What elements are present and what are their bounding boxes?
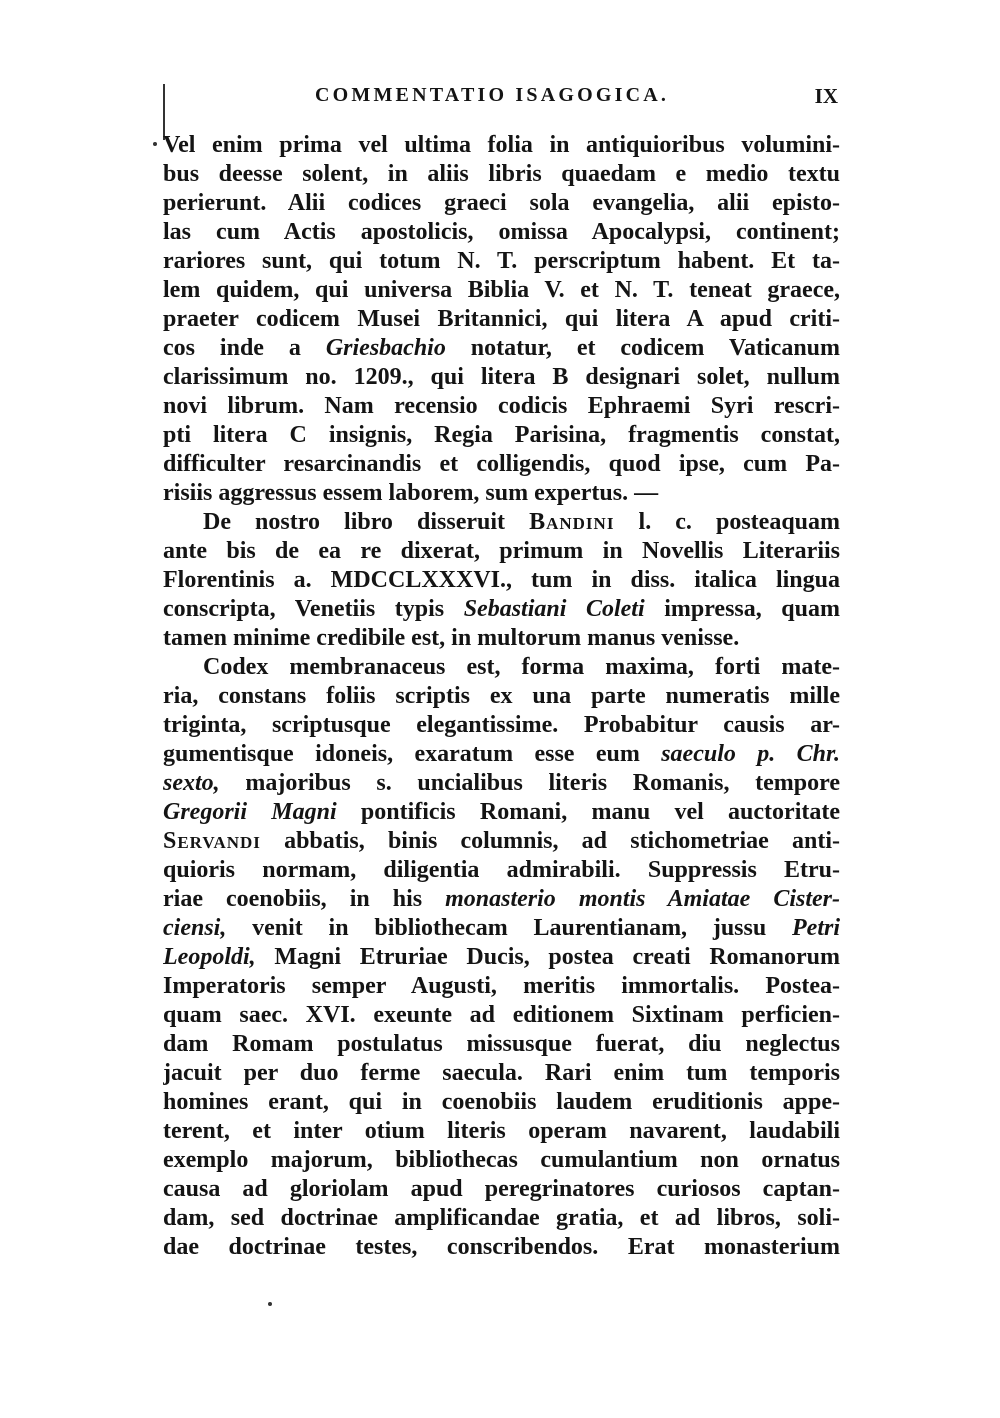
text-line [163, 363, 840, 392]
text-line [163, 682, 840, 711]
running-title: COMMENTATIO ISAGOGICA. [315, 84, 670, 106]
body-text [163, 131, 840, 1262]
text-segment: jacuit per duo ferme saecula. Rari enim tum temporis [163, 1060, 840, 1086]
text-segment: exemplo majorum, bibliothecas cumulantium non ornatus [163, 1147, 840, 1173]
italic-text: saeculo p. Chr. [661, 741, 840, 767]
text-segment: praeter codicem Musei Britannici, qui litera A apud criti- [163, 306, 840, 332]
text-line [163, 276, 840, 305]
text-segment: notatur, et codicem Vaticanum [445, 335, 840, 361]
text-segment: Codex membranaceus est, forma maxima, forti mate- [203, 654, 840, 680]
text-segment: De nostro libro disseruit [203, 509, 530, 535]
text-line [163, 827, 840, 856]
text-line [163, 885, 840, 914]
small-caps-name: Bandini [529, 509, 615, 535]
text-line [163, 1088, 840, 1117]
text-segment: Magni Etruriae Ducis, postea creati Romanorum [255, 944, 840, 970]
text-segment: clarissimum no. 1209., qui litera B designari solet, nullum [163, 364, 840, 390]
text-line [163, 508, 840, 537]
text-line [163, 1117, 840, 1146]
text-segment: Vel enim prima vel ultima folia in antiquioribus volumini- [163, 132, 840, 158]
text-segment: Imperatoris semper Augusti, meritis immortalis. Postea- [163, 973, 840, 999]
ink-speck [268, 1302, 272, 1306]
margin-mark [153, 142, 157, 146]
text-line [163, 1175, 840, 1204]
text-segment: lem quidem, qui universa Biblia V. et N. T. teneat graece, [163, 277, 840, 303]
text-segment: venit in bibliothecam Laurentianam, jussu [226, 915, 792, 941]
text-line [163, 247, 840, 276]
text-segment: triginta, scriptusque elegantissime. Probabitur causis ar- [163, 712, 840, 738]
text-segment: conscripta, Venetiis typis [163, 596, 464, 622]
text-segment: l. c. posteaquam [614, 509, 840, 535]
text-segment: majoribus s. uncialibus literis Romanis, tempore [219, 770, 840, 796]
text-line [163, 160, 840, 189]
text-segment: quam saec. XVI. exeunte ad editionem Sixtinam perficien- [163, 1002, 840, 1028]
text-line [163, 624, 840, 653]
text-segment: dam Romam postulatus missusque fuerat, diu neglectus [163, 1031, 840, 1057]
text-line [163, 740, 840, 769]
page-number: IX [814, 84, 838, 108]
text-line [163, 450, 840, 479]
text-line [163, 769, 840, 798]
italic-text: Petri [792, 915, 840, 941]
text-line [163, 392, 840, 421]
text-line [163, 537, 840, 566]
text-segment: ria, constans foliis scriptis ex una parte numeratis mille [163, 683, 840, 709]
text-line [163, 595, 840, 624]
text-line [163, 334, 840, 363]
text-segment: dam, sed doctrinae amplificandae gratia, et ad libros, soli- [163, 1205, 840, 1231]
text-line [163, 1204, 840, 1233]
text-segment: gumentisque idoneis, exaratum esse eum [163, 741, 662, 767]
text-line [163, 1001, 840, 1030]
text-segment: terent, et inter otium literis operam navarent, laudabili [163, 1118, 840, 1144]
text-segment: difficulter resarcinandis et colligendis, quod ipse, cum Pa- [163, 451, 840, 477]
text-line [163, 914, 840, 943]
text-line [163, 798, 840, 827]
italic-text: Sebastiani Coleti [463, 596, 645, 622]
text-segment: perierunt. Alii codices graeci sola evangelia, alii episto- [163, 190, 840, 216]
text-segment: riae coenobiis, in his [163, 886, 446, 912]
text-line [163, 479, 840, 508]
text-segment: ante bis de ea re dixerat, primum in Novellis Literariis [163, 538, 840, 564]
text-line [163, 1059, 840, 1088]
text-segment: homines erant, qui in coenobiis laudem eruditionis appe- [163, 1089, 840, 1115]
text-segment: cos inde a [163, 335, 326, 361]
text-line [163, 972, 840, 1001]
text-segment: dae doctrinae testes, conscribendos. Erat monasterium [163, 1234, 840, 1260]
text-line [163, 1233, 840, 1262]
page-header [160, 84, 842, 114]
text-line [163, 1030, 840, 1059]
text-line [163, 131, 840, 160]
italic-text: Griesbachio [325, 335, 446, 361]
text-line [163, 305, 840, 334]
text-segment: novi librum. Nam recensio codicis Ephraemi Syri rescri- [163, 393, 840, 419]
text-line [163, 566, 840, 595]
text-line [163, 856, 840, 885]
italic-text: monasterio montis Amiatae Cister- [445, 886, 840, 912]
text-line [163, 711, 840, 740]
italic-text: sexto, [163, 770, 220, 796]
text-line [163, 218, 840, 247]
small-caps-name: Servandi [163, 828, 261, 854]
text-segment: impressa, quam [644, 596, 840, 622]
italic-text: Gregorii Magni [163, 799, 337, 825]
text-segment: rariores sunt, qui totum N. T. perscriptum habent. Et ta- [163, 248, 840, 274]
italic-text: Leopoldi, [163, 944, 256, 970]
text-line [163, 189, 840, 218]
text-line [163, 421, 840, 450]
text-segment: pti litera C insignis, Regia Parisina, fragmentis constat, [163, 422, 840, 448]
text-line [163, 1146, 840, 1175]
text-segment: abbatis, binis columnis, ad stichometriae anti- [260, 828, 840, 854]
text-segment: tamen minime credibile est, in multorum manus venisse. [163, 625, 740, 651]
text-segment: Florentinis a. MDCCLXXXVI., tum in diss. italica lingua [163, 567, 840, 593]
text-segment: pontificis Romani, manu vel auctoritate [336, 799, 840, 825]
text-line [163, 653, 840, 682]
text-segment: causa ad gloriolam apud peregrinatores curiosos captan- [163, 1176, 840, 1202]
text-segment: risiis aggressus essem laborem, sum expertus. — [163, 480, 659, 506]
text-segment: las cum Actis apostolicis, omissa Apocalypsi, continent; [163, 219, 840, 245]
text-segment: bus deesse solent, in aliis libris quaedam e medio textu [163, 161, 840, 187]
italic-text: ciensi, [163, 915, 227, 941]
text-line [163, 943, 840, 972]
text-segment: quioris normam, diligentia admirabili. Suppressis Etru- [163, 857, 840, 883]
